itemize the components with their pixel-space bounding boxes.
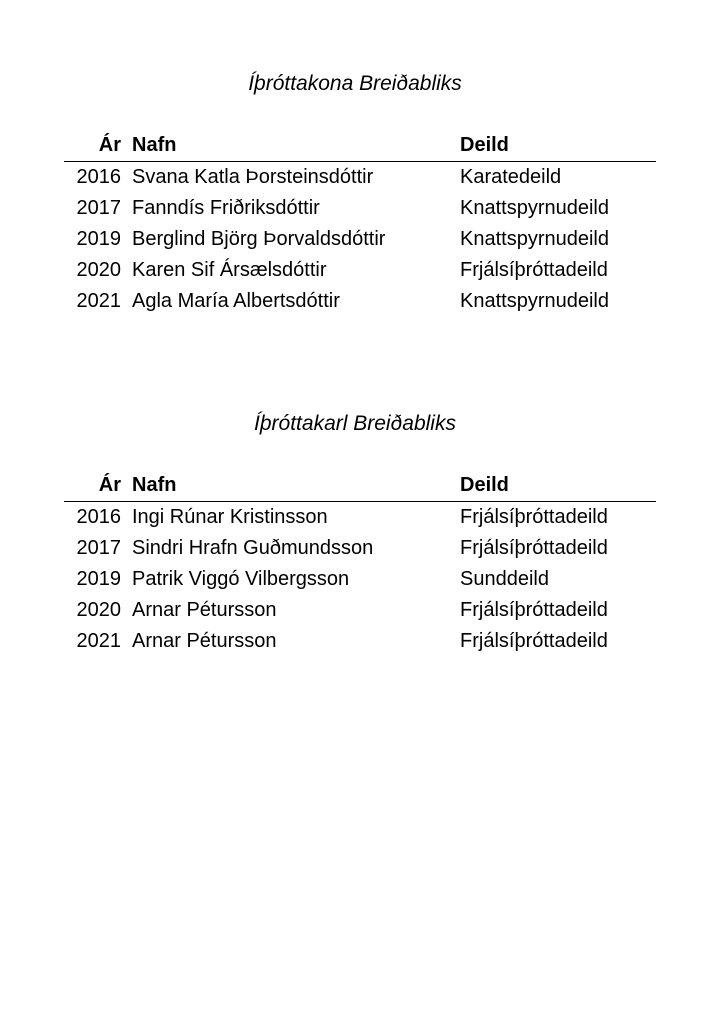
header-name: Nafn [121,470,460,502]
row-year: 2020 [76,599,121,621]
row-name: Patrik Viggó Vilbergsson [132,568,350,590]
row-name: Karen Sif Ársælsdóttir [132,259,327,281]
row-dept: Frjálsíþróttadeild [460,537,608,559]
table-row [64,626,656,657]
table-row [64,255,656,286]
row-name: Agla María Albertsdóttir [132,290,340,312]
table-header-row [64,470,656,502]
table-row [64,595,656,626]
award-table-women [64,130,656,317]
row-dept: Frjálsíþróttadeild [460,259,608,281]
header-name: Nafn [121,130,460,162]
row-dept: Karatedeild [460,166,562,188]
table-header-row [64,130,656,162]
table-row [64,564,656,595]
row-dept: Frjálsíþróttadeild [460,506,608,528]
table-row [64,224,656,255]
row-name: Sindri Hrafn Guðmundsson [132,537,374,559]
row-name: Arnar Pétursson [132,599,277,621]
table-row [64,193,656,224]
section-title-men: Íþróttakarl Breiðabliks [254,412,456,435]
table-row [64,502,656,534]
table-row [64,286,656,317]
row-dept: Knattspyrnudeild [460,228,609,250]
header-year: Ár [64,470,121,502]
row-dept: Frjálsíþróttadeild [460,599,608,621]
row-year: 2017 [76,537,121,559]
row-year: 2019 [76,228,121,250]
row-name: Ingi Rúnar Kristinsson [132,506,328,528]
row-year: 2021 [76,290,121,312]
row-year: 2021 [76,630,121,652]
table-row [64,162,656,194]
row-year: 2016 [76,166,121,188]
header-year: Ár [64,130,121,162]
row-year: 2017 [76,197,121,219]
row-name: Berglind Björg Þorvaldsdóttir [132,228,386,250]
row-year: 2019 [76,568,121,590]
row-name: Arnar Pétursson [132,630,277,652]
row-dept: Knattspyrnudeild [460,197,609,219]
header-dept: Deild [460,130,656,162]
header-dept: Deild [460,470,656,502]
row-name: Svana Katla Þorsteinsdóttir [132,166,374,188]
row-name: Fanndís Friðriksdóttir [132,197,320,219]
row-dept: Sunddeild [460,568,549,590]
row-year: 2016 [76,506,121,528]
row-dept: Knattspyrnudeild [460,290,609,312]
award-table-men [64,470,656,657]
section-title-women: Íþróttakona Breiðabliks [248,72,462,95]
table-row [64,533,656,564]
row-dept: Frjálsíþróttadeild [460,630,608,652]
row-year: 2020 [76,259,121,281]
